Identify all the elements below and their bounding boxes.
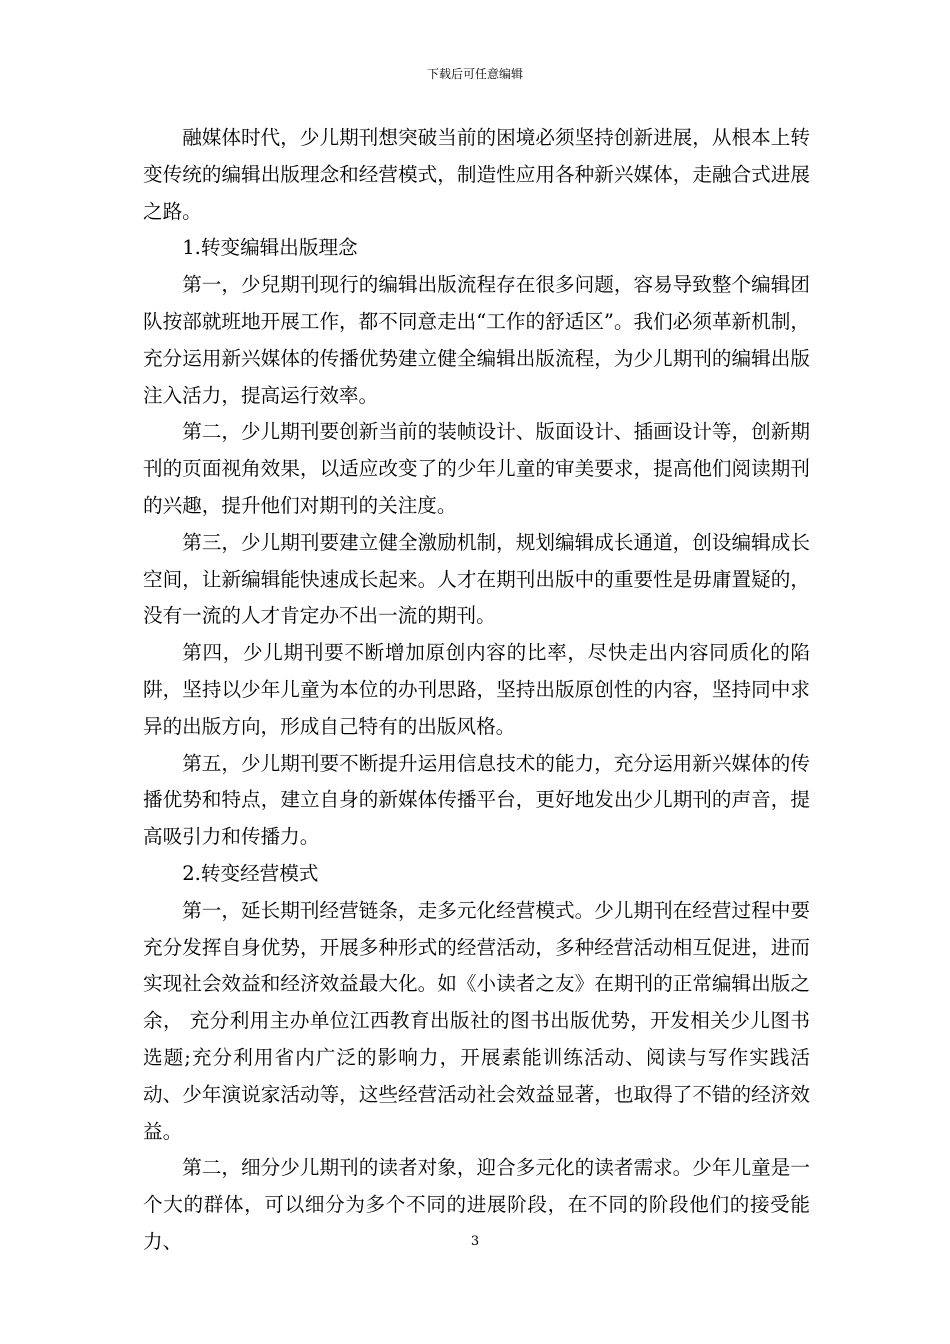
paragraph-2-1: 第一，延长期刊经营链条，走多元化经营模式。少儿期刊在经营过程中要充分发挥自身优势，开展多种形式的经营活动，多种经营活动相互促进，进而实现社会效益和经济效益最大化。如《小读者之友》在期刊的正常编辑出版之余， 充分利用主办单位江西教育出版社的图书出版优势，开发相关少儿图书选题;充分利用省内广泛的影响力，开展素能训练活动、阅读与写作实践活动、少年演说家活动等，这些经营活动社会效益显著，也取得了不错的经济效益。 xyxy=(143,898,810,1143)
paragraph-2-2: 第二，细分少儿期刊的读者对象，迎合多元化的读者需求。少年儿童是一个大的群体，可以细分为多个不同的进展阶段，在不同的阶段他们的接受能力、 xyxy=(143,1156,810,1253)
paragraph-1-1: 第一，少兒期刊现行的编辑出版流程存在很多问题，容易导致整个编辑团队按部就班地开展工作，都不同意走出“工作的舒适区”。我们必须革新机制，充分运用新兴媒体的传播优势建立健全编辑出版流程，为少儿期刊的编辑出版注入活力，提高运行效率。 xyxy=(143,273,810,407)
paragraph-1-3: 第三，少儿期刊要建立健全激励机制，规划编辑成长通道，创设编辑成长空间，让新编辑能快速成长起来。人才在期刊出版中的重要性是毋庸置疑的，没有一流的人才肯定办不出一流的期刊。 xyxy=(143,530,810,628)
section-heading-2: 2.转变经营模式 xyxy=(182,861,319,885)
document-body xyxy=(143,120,810,1261)
page-number: 3 xyxy=(470,1234,480,1249)
paragraph-1-4: 第四，少儿期刊要不断增加原创内容的比率，尽快走出内容同质化的陷阱，坚持以少年儿童为本位的办刊思路，坚持出版原创性的内容，坚持同中求异的出版方向，形成自己特有的出版风格。 xyxy=(143,641,810,738)
page-header: 下载后可任意编辑 xyxy=(426,67,523,81)
paragraph-1-2: 第二，少儿期刊要创新当前的装帧设计、版面设计、插画设计等，创新期刊的页面视角效果，以适应改变了的少年儿童的审美要求，提高他们阅读期刊的兴趣，提升他们对期刊的关注度。 xyxy=(143,420,810,517)
paragraph-1-5: 第五，少儿期刊要不断提升运用信息技术的能力，充分运用新兴媒体的传播优势和特点，建立自身的新媒体传播平台，更好地发出少儿期刊的声音，提高吸引力和传播力。 xyxy=(143,751,810,849)
intro-paragraph: 融媒体时代，少儿期刊想突破当前的困境必须坚持创新进展，从根本上转变传统的编辑出版理念和经营模式，制造性应用各种新兴媒体，走融合式进展之路。 xyxy=(143,126,810,223)
section-heading-1: 1.转变编辑出版理念 xyxy=(182,236,358,260)
